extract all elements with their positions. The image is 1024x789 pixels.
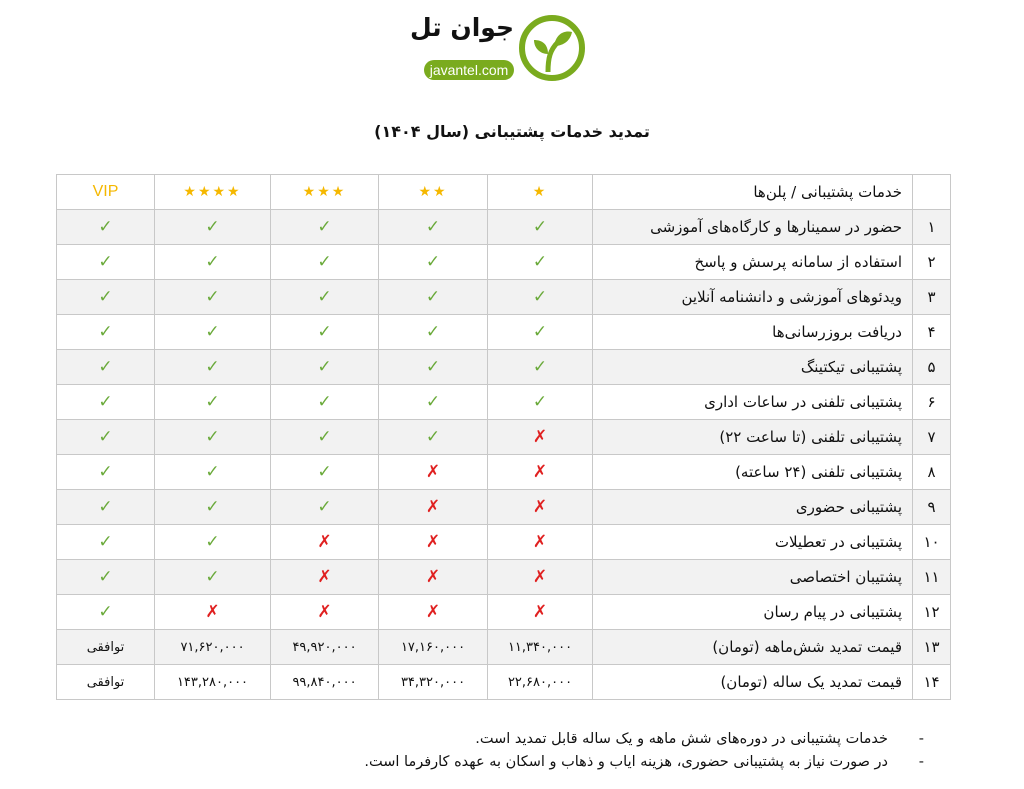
cross-icon: ✗ [488, 560, 593, 595]
check-icon: ✓ [379, 385, 488, 420]
row-number: ۷ [913, 420, 951, 455]
cross-icon: ✗ [271, 560, 379, 595]
table-row [57, 490, 951, 525]
check-icon: ✓ [57, 245, 155, 280]
cross-icon: ✗ [488, 420, 593, 455]
header-plan-2: ★★ [379, 175, 488, 210]
price-cell: ۹۹,۸۴۰,۰۰۰ [271, 665, 379, 700]
row-number: ۱۰ [913, 525, 951, 560]
table-row [57, 665, 951, 700]
header-plan-4: ★★★★ [155, 175, 271, 210]
table-row [57, 455, 951, 490]
check-icon: ✓ [379, 280, 488, 315]
check-icon: ✓ [271, 350, 379, 385]
note-item: - در صورت نیاز به پشتیبانی حضوری، هزینه ایاب و ذهاب و اسکان به عهده کارفرما است. [364, 751, 924, 774]
row-number: ۱۱ [913, 560, 951, 595]
check-icon: ✓ [155, 525, 271, 560]
check-icon: ✓ [488, 245, 593, 280]
check-icon: ✓ [57, 315, 155, 350]
check-icon: ✓ [271, 490, 379, 525]
check-icon: ✓ [57, 210, 155, 245]
price-cell: ۳۴,۳۲۰,۰۰۰ [379, 665, 488, 700]
cross-icon: ✗ [379, 560, 488, 595]
leaf-logo-icon [518, 14, 586, 82]
service-label: پشتیبانی تلفنی در ساعات اداری [593, 385, 913, 420]
check-icon: ✓ [57, 525, 155, 560]
price-cell: ۱۱,۳۴۰,۰۰۰ [488, 630, 593, 665]
cross-icon: ✗ [488, 595, 593, 630]
check-icon: ✓ [488, 385, 593, 420]
row-number: ۶ [913, 385, 951, 420]
table-row [57, 420, 951, 455]
price-cell: توافقی [57, 665, 155, 700]
check-icon: ✓ [57, 420, 155, 455]
table-row [57, 245, 951, 280]
price-cell: ۴۹,۹۲۰,۰۰۰ [271, 630, 379, 665]
service-label: دریافت بروزرسانی‌ها [593, 315, 913, 350]
price-cell: ۱۷,۱۶۰,۰۰۰ [379, 630, 488, 665]
logo [409, 8, 588, 88]
check-icon: ✓ [379, 210, 488, 245]
check-icon: ✓ [155, 490, 271, 525]
row-number: ۴ [913, 315, 951, 350]
service-label: پشتیبانی حضوری [593, 490, 913, 525]
row-number: ۳ [913, 280, 951, 315]
check-icon: ✓ [379, 245, 488, 280]
service-label: قیمت تمدید یک ساله (تومان) [593, 665, 913, 700]
table-row [57, 280, 951, 315]
check-icon: ✓ [155, 420, 271, 455]
check-icon: ✓ [57, 490, 155, 525]
check-icon: ✓ [155, 455, 271, 490]
check-icon: ✓ [155, 210, 271, 245]
table-row [57, 630, 951, 665]
check-icon: ✓ [271, 245, 379, 280]
cross-icon: ✗ [271, 525, 379, 560]
check-icon: ✓ [57, 595, 155, 630]
row-number: ۱۴ [913, 665, 951, 700]
logo-url: javantel.com [424, 60, 514, 80]
check-icon: ✓ [57, 560, 155, 595]
check-icon: ✓ [155, 560, 271, 595]
header-plan-3: ★★★ [271, 175, 379, 210]
note-item: - خدمات پشتیبانی در دوره‌های شش ماهه و یک ساله قابل تمدید است. [364, 728, 924, 751]
service-label: پشتیبانی تلفنی (تا ساعت ۲۲) [593, 420, 913, 455]
service-label: پشتیبانی در تعطیلات [593, 525, 913, 560]
check-icon: ✓ [271, 280, 379, 315]
row-number: ۲ [913, 245, 951, 280]
check-icon: ✓ [155, 280, 271, 315]
service-label: پشتیبانی تلفنی (۲۴ ساعته) [593, 455, 913, 490]
table-header-row [57, 175, 951, 210]
service-label: پشتیبانی در پیام رسان [593, 595, 913, 630]
table-row [57, 350, 951, 385]
table-row [57, 385, 951, 420]
check-icon: ✓ [57, 350, 155, 385]
service-label: ویدئوهای آموزشی و دانشنامه آنلاین [593, 280, 913, 315]
row-number: ۱۳ [913, 630, 951, 665]
cross-icon: ✗ [379, 595, 488, 630]
check-icon: ✓ [155, 385, 271, 420]
check-icon: ✓ [155, 245, 271, 280]
check-icon: ✓ [488, 315, 593, 350]
header-plan-1: ★ [488, 175, 593, 210]
notes [364, 728, 924, 774]
check-icon: ✓ [271, 455, 379, 490]
check-icon: ✓ [488, 280, 593, 315]
header-plan-vip: VIP [57, 175, 155, 210]
service-label: قیمت تمدید شش‌ماهه (تومان) [593, 630, 913, 665]
check-icon: ✓ [155, 350, 271, 385]
table-row [57, 560, 951, 595]
price-cell: ۱۴۳,۲۸۰,۰۰۰ [155, 665, 271, 700]
service-label: پشتیبانی تیکتینگ [593, 350, 913, 385]
table-row [57, 525, 951, 560]
check-icon: ✓ [488, 350, 593, 385]
cross-icon: ✗ [155, 595, 271, 630]
cross-icon: ✗ [488, 525, 593, 560]
check-icon: ✓ [379, 420, 488, 455]
check-icon: ✓ [57, 385, 155, 420]
row-number: ۹ [913, 490, 951, 525]
row-number: ۵ [913, 350, 951, 385]
cross-icon: ✗ [271, 595, 379, 630]
cross-icon: ✗ [488, 490, 593, 525]
cross-icon: ✗ [379, 455, 488, 490]
check-icon: ✓ [271, 315, 379, 350]
table-row [57, 210, 951, 245]
cross-icon: ✗ [379, 490, 488, 525]
logo-name: جوان تل [409, 13, 514, 42]
row-number: ۱ [913, 210, 951, 245]
page-title: تمدید خدمات پشتیبانی (سال ۱۴۰۴) [374, 122, 650, 141]
check-icon: ✓ [155, 315, 271, 350]
check-icon: ✓ [271, 210, 379, 245]
table-row [57, 315, 951, 350]
service-label: حضور در سمینارها و کارگاه‌های آموزشی [593, 210, 913, 245]
header-service: خدمات پشتیبانی / پلن‌ها [593, 175, 913, 210]
price-cell: توافقی [57, 630, 155, 665]
check-icon: ✓ [57, 455, 155, 490]
check-icon: ✓ [379, 315, 488, 350]
check-icon: ✓ [57, 280, 155, 315]
cross-icon: ✗ [488, 455, 593, 490]
check-icon: ✓ [379, 350, 488, 385]
row-number: ۸ [913, 455, 951, 490]
support-plans-table [56, 174, 951, 700]
service-label: استفاده از سامانه پرسش و پاسخ [593, 245, 913, 280]
check-icon: ✓ [271, 420, 379, 455]
price-cell: ۲۲,۶۸۰,۰۰۰ [488, 665, 593, 700]
service-label: پشتیبان اختصاصی [593, 560, 913, 595]
check-icon: ✓ [271, 385, 379, 420]
row-number: ۱۲ [913, 595, 951, 630]
table-row [57, 595, 951, 630]
cross-icon: ✗ [379, 525, 488, 560]
price-cell: ۷۱,۶۲۰,۰۰۰ [155, 630, 271, 665]
check-icon: ✓ [488, 210, 593, 245]
